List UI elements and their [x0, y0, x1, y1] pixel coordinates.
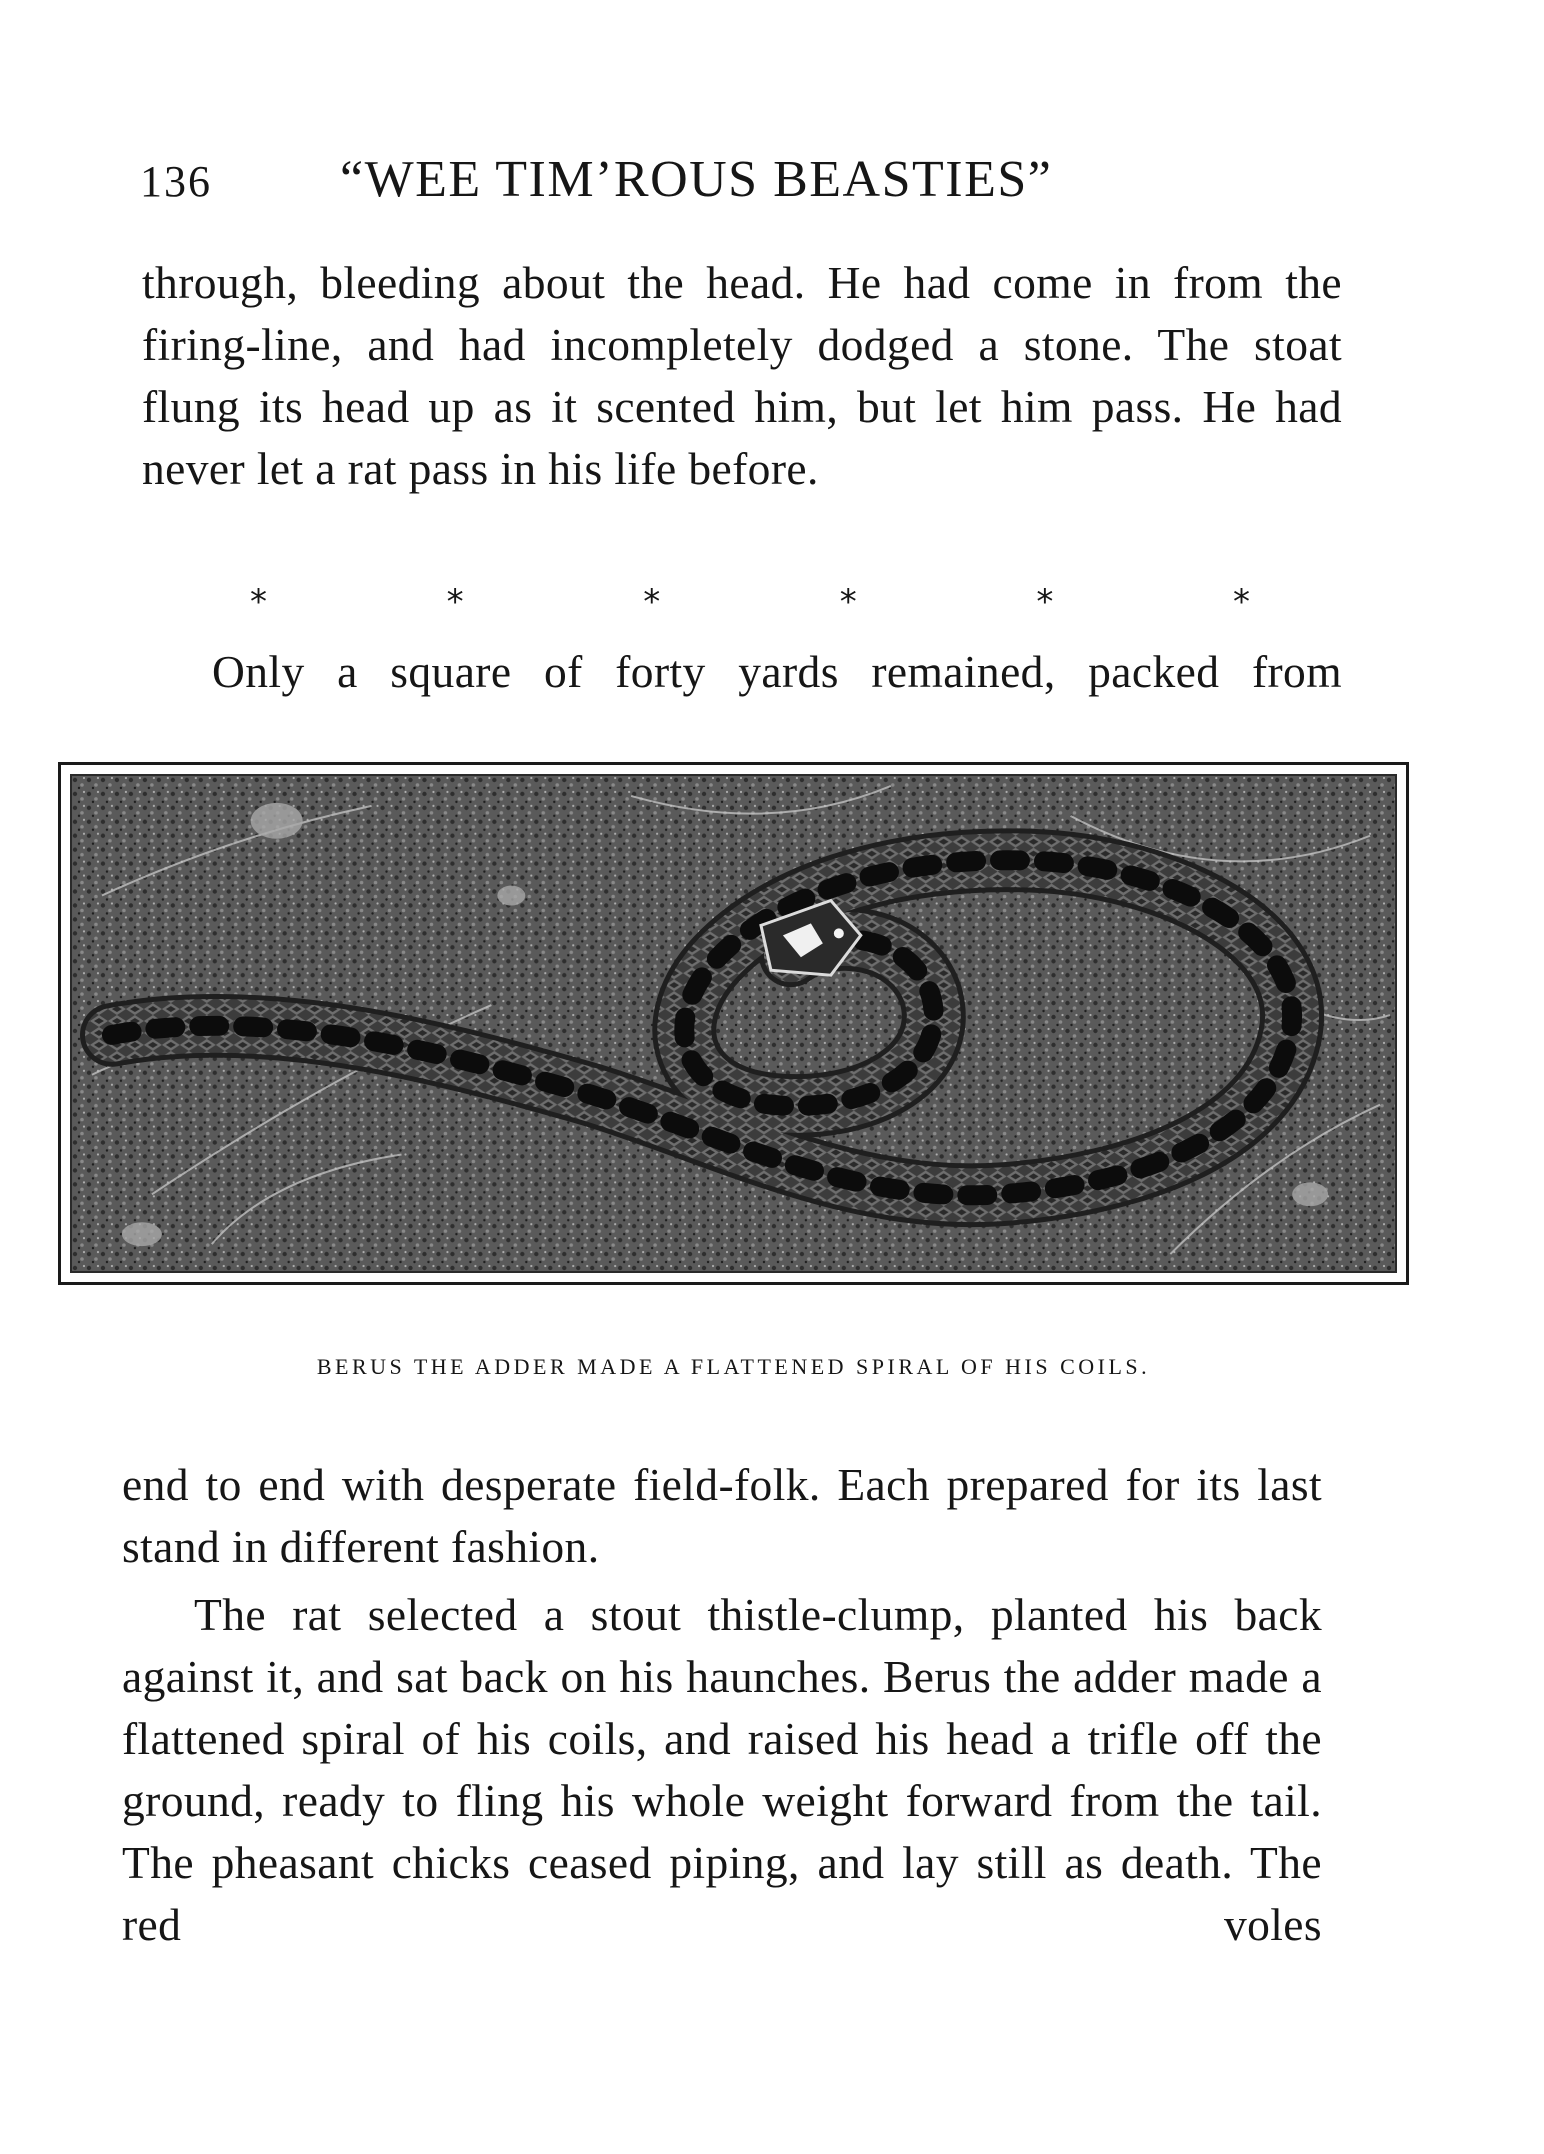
asterism: *	[250, 582, 267, 622]
paragraph-text: through, bleeding about the head. He had come in from the firing-line, and had incompletely dodged a stone. The stoat flung its head up as it scented him, but let him pass. He had never let a rat pass in his life before.	[142, 257, 1342, 494]
asterism: *	[1232, 582, 1250, 622]
page-number: 136	[140, 157, 212, 206]
paragraph-text: Only a square of forty yards remained, packed from	[212, 646, 1342, 697]
asterism: *	[643, 582, 661, 622]
paragraph-after-plate	[122, 1454, 1322, 1578]
paragraph-continuation	[142, 252, 1342, 500]
photo-plate	[58, 762, 1409, 1285]
paragraph-final	[122, 1584, 1322, 1956]
asterism: *	[1036, 582, 1054, 622]
running-title: “WEE TIM’ROUS BEASTIES”	[340, 151, 1053, 208]
adder-photograph	[70, 774, 1397, 1273]
asterism: *	[839, 582, 857, 622]
section-break	[250, 582, 1250, 622]
paragraph-before-plate	[142, 641, 1342, 703]
running-head	[140, 150, 1340, 220]
plate-caption: BERUS THE ADDER MADE A FLATTENED SPIRAL OF HIS COILS.	[316, 1354, 1151, 1379]
paragraph-text: end to end with desperate field-folk. Each prepared for its last stand in different fashion.	[122, 1459, 1322, 1572]
paragraph-text: The rat selected a stout thistle-clump, planted his back against it, and sat back on his haunches. Berus the adder made a flattened spiral of his coils, and raised his head a trifle off the ground, ready to fling his whole weight forward from the tail. The pheasant chicks ceased piping, and lay still as death. The red voles	[122, 1589, 1322, 1950]
adder-photo-illustration	[72, 776, 1395, 1271]
asterism: *	[446, 582, 464, 622]
